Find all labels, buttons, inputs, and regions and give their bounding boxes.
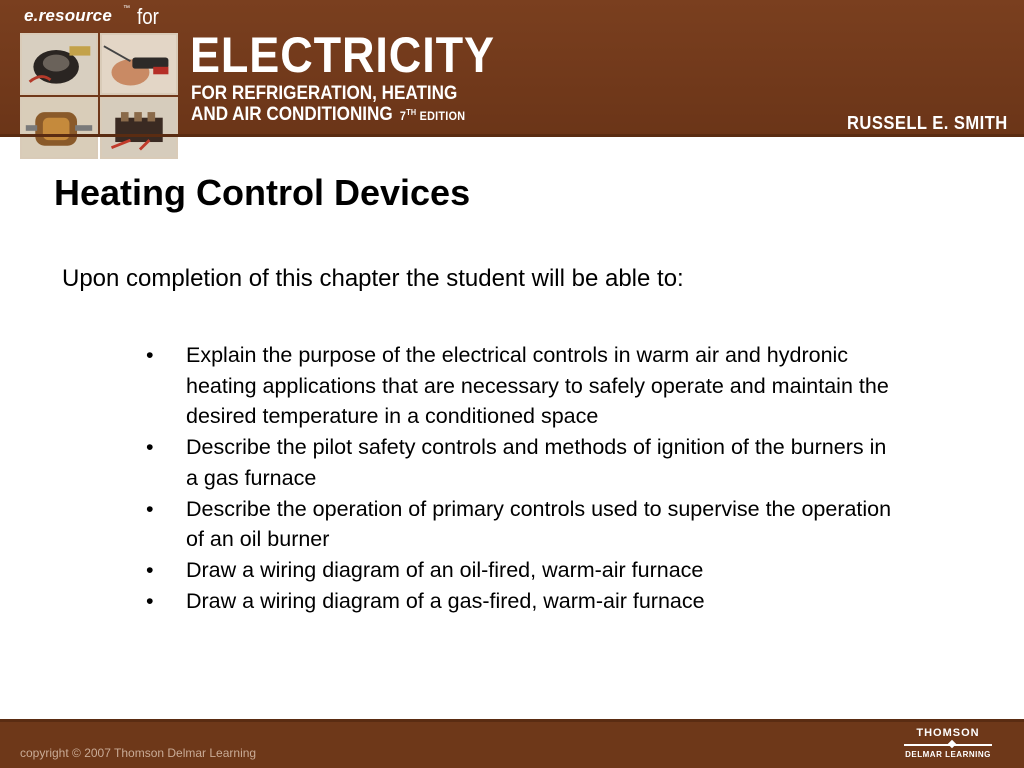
objective-text: Draw a wiring diagram of a gas-fired, warm-air furnace: [186, 588, 705, 613]
bullet-icon: •: [146, 496, 154, 521]
objectives-list: [144, 340, 904, 616]
brand-logo: e.resource: [24, 6, 112, 25]
objective-text: Describe the operation of primary controls used to supervise the operation of an oil burner: [186, 496, 892, 552]
list-item: [144, 340, 904, 432]
objective-text: Describe the pilot safety controls and methods of ignition of the burners in a gas furnace: [186, 435, 887, 490]
header-banner: [0, 0, 1024, 137]
author-name: RUSSELL E. SMITH: [847, 113, 1008, 133]
cover-photo-grid: [20, 33, 178, 159]
terminal-block-photo: [100, 97, 178, 159]
objective-text: Explain the purpose of the electrical controls in warm air and hydronic heating applications that are necessary to safely operate and maintain the desired temperature in a conditioned space: [186, 343, 889, 429]
slide-title: Heating Control Devices: [54, 172, 471, 213]
list-item: [144, 586, 904, 617]
list-item: [144, 432, 904, 493]
book-title: ELECTRICITY: [190, 27, 495, 83]
copyright-text: copyright © 2007 Thomson Delmar Learning: [20, 746, 257, 760]
publisher-name: THOMSON: [916, 727, 980, 739]
bullet-icon: •: [146, 588, 154, 613]
book-subtitle-line2-text: AND AIR CONDITIONING: [191, 104, 393, 125]
objective-text: Draw a wiring diagram of an oil-fired, warm-air furnace: [186, 557, 704, 582]
trademark-mark: ™: [123, 5, 130, 12]
motor-photo: [20, 33, 98, 95]
list-item: [144, 494, 904, 555]
intro-text: Upon completion of this chapter the student will be able to:: [62, 265, 684, 292]
edition-label: 7TH EDITION: [399, 108, 466, 123]
fan-motor-photo: [20, 97, 98, 159]
publisher-logo: [898, 727, 998, 759]
hand-tool-photo: [100, 33, 178, 95]
bullet-icon: •: [146, 435, 154, 460]
list-item: [144, 555, 904, 586]
publisher-imprint: DELMAR LEARNING: [905, 750, 991, 759]
brand-for-text: for: [137, 4, 159, 29]
book-subtitle-line1: FOR REFRIGERATION, HEATING: [191, 83, 458, 104]
publisher-divider-icon: [904, 744, 992, 746]
bullet-icon: •: [146, 343, 154, 367]
footer-bar: [0, 719, 1024, 768]
book-subtitle-line2: [191, 105, 465, 124]
bullet-icon: •: [146, 557, 154, 582]
